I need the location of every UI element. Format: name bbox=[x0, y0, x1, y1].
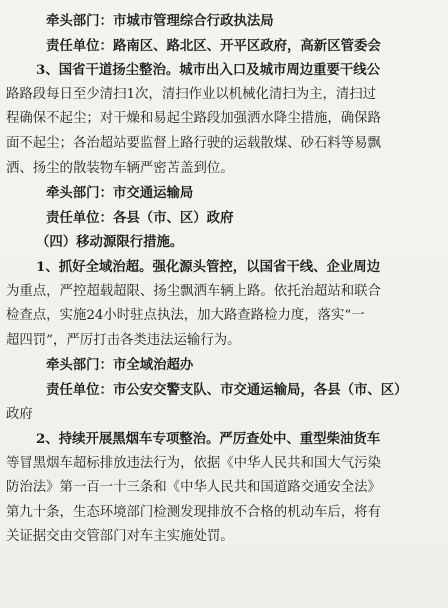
section-heading-line: （四）移动源限行措施。 bbox=[36, 234, 184, 251]
paragraph-line: 检查点，实施24小时驻点执法，加大路查路检力度，落实“一 bbox=[6, 308, 365, 324]
lead-department-line: 牵头部门：市全域治超办 bbox=[46, 357, 194, 374]
paragraph-line: 洒、扬尘的散装物车辆严密苫盖到位。 bbox=[6, 160, 234, 176]
paragraph-line: 政府 bbox=[6, 406, 33, 422]
responsible-unit-line: 责任单位：各县（市、区）政府 bbox=[46, 209, 234, 226]
paragraph-line: 超四罚”，严厉打击各类违法运输行为。 bbox=[6, 332, 241, 348]
responsible-unit-line: 责任单位：市公安交警支队、市交通运输局，各县（市、区） bbox=[46, 381, 408, 398]
section-heading-line: 1、抓好全域治超。强化源头管控，以国省干线、企业周边 bbox=[36, 258, 381, 275]
paragraph-line: 第九十条，生态环境部门检测发现排放不合格的机动车后，将有 bbox=[6, 504, 381, 520]
paragraph-line: 等冒黑烟车超标排放违法行为，依据《中华人民共和国大气污染 bbox=[6, 455, 381, 471]
section-heading-line: 3、国省干道扬尘整治。城市出入口及城市周边重要干线公 bbox=[36, 62, 381, 79]
paragraph-line: 路路段每日至少清扫1次，清扫作业以机械化清扫为主，清扫过 bbox=[6, 86, 377, 102]
lead-department-line: 牵头部门：市交通运输局 bbox=[46, 185, 194, 202]
paragraph-line: 程确保不起尘；对干燥和易起尘路段加强洒水降尘措施，确保路 bbox=[6, 111, 381, 127]
lead-department-line: 牵头部门：市城市管理综合行政执法局 bbox=[46, 13, 274, 29]
section-heading-line: 2、持续开展黑烟车专项整治。严厉查处中、重型柴油货车 bbox=[36, 431, 381, 448]
paragraph-line: 为重点，严控超载超限、扬尘飘洒车辆上路。依托治超站和联合 bbox=[6, 283, 381, 299]
paragraph-line: 面不起尘；各治超站要监督上路行驶的运载散煤、砂石料等易飘 bbox=[6, 135, 381, 151]
paragraph-line: 防治法》第一百一十三条和《中华人民共和国道路交通安全法》 bbox=[6, 480, 381, 496]
paragraph-line: 关证据交由交管部门对车主实施处罚。 bbox=[6, 529, 234, 545]
responsible-unit-line: 责任单位：路南区、路北区、开平区政府，高新区管委会 bbox=[46, 37, 381, 54]
